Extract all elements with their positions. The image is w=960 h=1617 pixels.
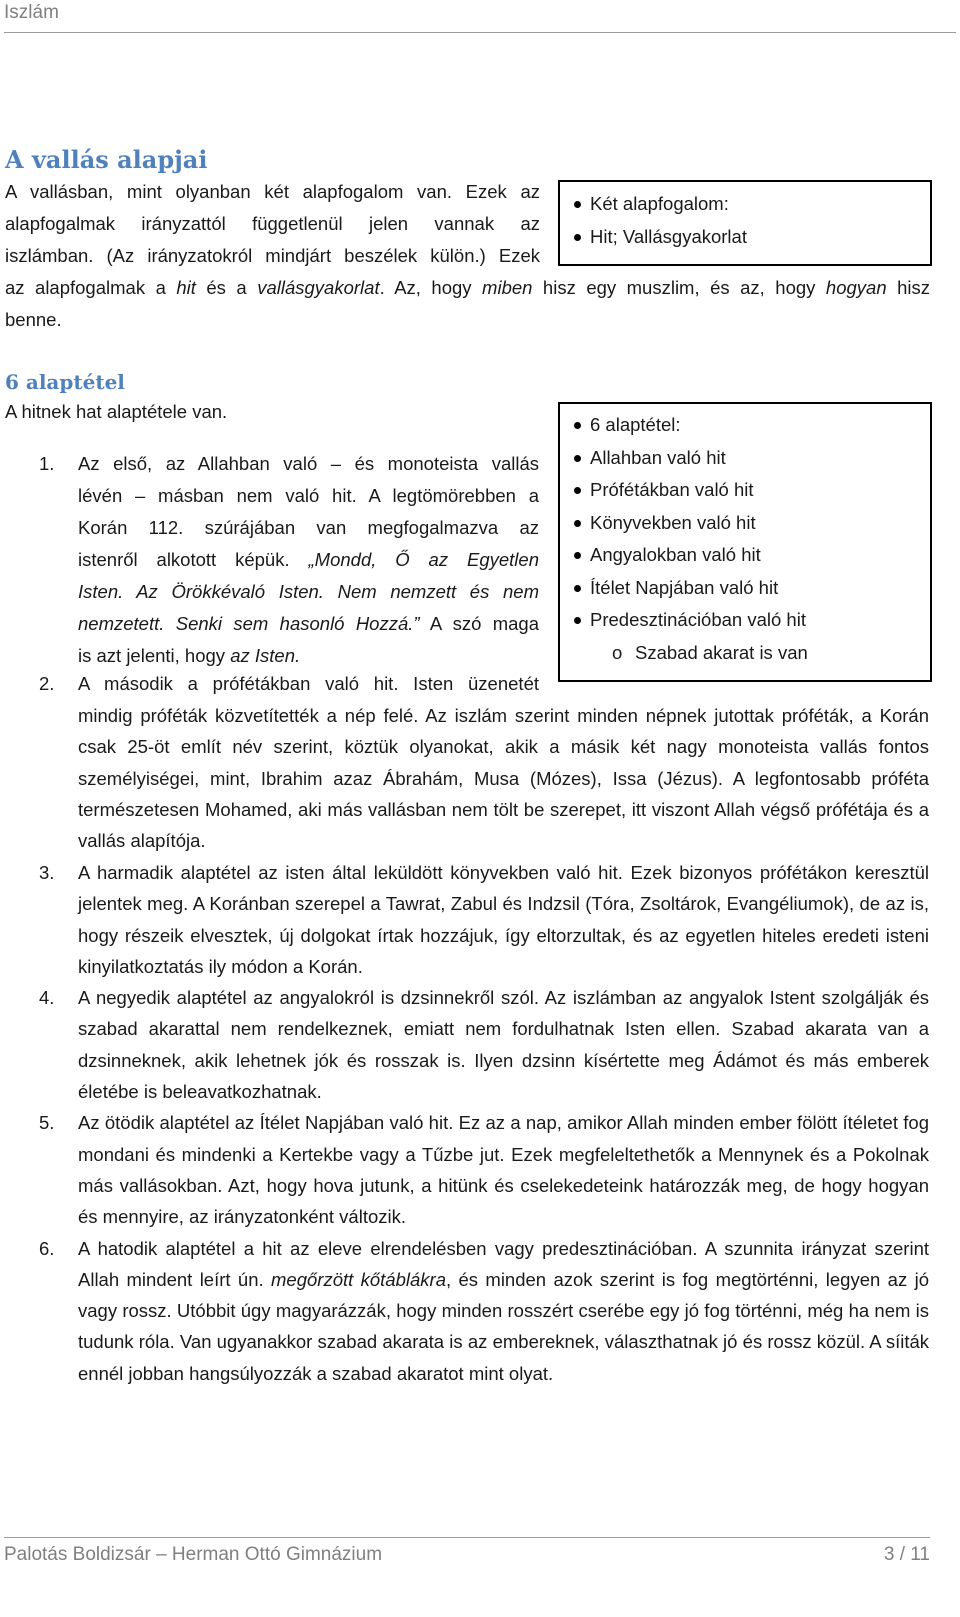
text-run: istenről alkotott képük.	[78, 549, 309, 570]
item-line	[78, 544, 539, 576]
box-item	[560, 507, 930, 540]
item-number: 5.	[39, 1112, 55, 1134]
page-header	[4, 0, 956, 33]
alaptetel-item-5	[36, 1107, 929, 1232]
text-run: az alapfogalmak a	[5, 277, 177, 298]
alaptetel-item-1	[36, 448, 539, 672]
section1-paragraph	[5, 176, 540, 272]
item-text: Az ötödik alaptétel az Ítélet Napjában való hit. Ez az a nap, amikor Allah minden ember fölött ítéletet fog mondani és mindenki a Kertekbe vagy a Tűzbe jut. Ezek megfeleltethetők a Mennynek és a Pokolnak más vallásokban. Azt, hogy hova jutunk, a hitünk és cselekedeteink határozzák meg, de hogy hogyan és mennyire, az irányzatonként változik.	[78, 1112, 929, 1228]
summary-box-alaptetelek	[558, 402, 932, 682]
item-number: 2.	[39, 673, 55, 694]
item-line: A második a prófétákban való hit. Isten üzenetét	[78, 673, 539, 694]
paragraph-line: iszlámban. (Az irányzatokról mindjárt beszélek külön.) Ezek	[5, 245, 540, 266]
text-run: . Az, hogy	[379, 277, 483, 298]
bullet-icon	[574, 422, 581, 429]
header-title: Iszlám	[4, 2, 59, 23]
item-line	[78, 608, 539, 640]
box-item-text: Angyalokban való hit	[590, 544, 761, 565]
item-number: 6.	[39, 1237, 55, 1259]
box-item-text: Predesztinációban való hit	[590, 609, 806, 630]
bullet-icon	[574, 201, 581, 208]
box-item-text: Két alapfogalom:	[590, 193, 729, 214]
text-run: és a	[195, 277, 258, 298]
item-line: Az első, az Allahban való – és monoteista vallás	[78, 453, 539, 474]
box-item-text: Allahban való hit	[590, 446, 726, 468]
box-item	[560, 188, 930, 221]
item-line	[78, 576, 539, 608]
alaptetel-list	[36, 857, 929, 1389]
bullet-icon	[574, 617, 581, 624]
box-item	[560, 604, 930, 637]
paragraph-line: benne.	[5, 309, 62, 330]
text-run: hisz egy muszlim, és az, hogy	[532, 277, 826, 298]
box-item	[560, 572, 930, 605]
item-line: lévén – másban nem való hit. A legtömörebben a	[78, 485, 539, 506]
text-run: A szó maga	[419, 613, 539, 634]
item-number: 1.	[39, 453, 55, 474]
text-run-italic: miben	[482, 277, 533, 298]
footer-page-number: 3 / 11	[883, 1544, 930, 1565]
box-item-text: 6 alaptétel:	[590, 414, 681, 435]
bullet-icon	[574, 552, 581, 559]
footer-author: Palotás Boldizsár – Herman Ottó Gimnázium	[4, 1544, 383, 1565]
paragraph-line: A hitnek hat alaptétele van.	[5, 401, 228, 422]
paragraph-line: A vallásban, mint olyanban két alapfogalom van. Ezek az	[5, 181, 540, 202]
box-subitem	[560, 637, 930, 670]
section-title-vallas-alapjai: A vallás alapjai	[5, 145, 208, 174]
section2-intro	[5, 396, 405, 428]
bullet-icon	[574, 455, 581, 462]
alaptetel-item-2-cont	[78, 700, 929, 856]
box-item	[560, 539, 930, 572]
box-item-text: Hit; Vallásgyakorlat	[590, 225, 747, 247]
hollow-bullet-icon: o	[612, 641, 623, 663]
text-run-italic: Isten. Az Örökkévaló Isten. Nem nemzett és nem	[78, 581, 539, 602]
summary-box-alapfogalom	[558, 180, 932, 266]
bullet-icon	[574, 585, 581, 592]
text-run-italic: hit	[176, 277, 196, 298]
text-run: is azt jelenti, hogy	[78, 645, 231, 666]
alaptetel-item-3	[36, 857, 929, 982]
text-run-italic: nemzetett. Senki sem hasonló Hozzá.”	[78, 613, 420, 634]
section-title-6-alaptetel: 6 alaptétel	[5, 370, 125, 394]
page-footer	[4, 1537, 930, 1578]
box-item-text: Ítélet Napjában való hit	[590, 576, 779, 598]
text-run: , és minden azok szerint is fog megtörténni, legyen az jó vagy rossz. Utóbbit úgy magyarázzák, hogy minden rosszért cserébe egy jó fog történni, még ha nem is tudunk róla. Van ugyanakkor szabad akarata is az embereknek, választhatnak jó és rossz közül. A síiták ennél jobban hangsúlyozzák a szabad akaratot mint olyat.	[78, 1268, 929, 1384]
item-text: A harmadik alaptétel az isten által leküldött könyvekben való hit. Ezek bizonyos prófétákon keresztül jelentek meg. A Koránban szerepel a Tawrat, Zabul és Indzsil (Tóra, Zsoltárok, Evangéliumok), de az is, hogy részeik elvesztek, új dolgokat írtak hozzájuk, így eltorzultak, és az egyetlen hiteles eredeti isteni kinyilatkoztatás ily módon a Korán.	[78, 862, 929, 977]
bullet-icon	[574, 234, 581, 241]
box-item-text: Könyvekben való hit	[590, 511, 756, 533]
text-run-italic: hogyan	[825, 277, 887, 298]
box-item	[560, 409, 930, 442]
text-run-italic: az Isten.	[230, 645, 301, 666]
section1-paragraph-cont	[5, 272, 930, 336]
text-run: A hatodik alaptétel a hit az eleve elrendelésben vagy predesztinációban. A szunnita irányzat szerint Allah mindent leírt ún.	[78, 1237, 929, 1290]
box-item-text: Szabad akarat is van	[635, 641, 808, 663]
paragraph-line	[5, 272, 930, 304]
bullet-icon	[574, 520, 581, 527]
item-number: 4.	[39, 987, 55, 1009]
alaptetel-item-4	[36, 982, 929, 1107]
text-run-italic: megőrzött kőtáblákra	[271, 1268, 446, 1290]
paragraph-line: alapfogalmak irányzattól függetlenül jelen vannak az	[5, 213, 540, 234]
item-number: 3.	[39, 862, 55, 883]
alaptetel-item-6	[36, 1233, 929, 1389]
text-run-italic: vallásgyakorlat	[257, 277, 380, 298]
alaptetel-item-2	[36, 668, 539, 700]
text-run: hisz	[886, 277, 931, 298]
box-item-text: Prófétákban való hit	[590, 479, 754, 500]
box-item	[560, 221, 930, 254]
item-text: A negyedik alaptétel az angyalokról is dzsinnekről szól. Az iszlámban az angyalok Istent szolgálják és szabad akarattal nem rendelkeznek, emiatt nem fordulhatnak Isten ellen. Szabad akarata van a dzsinneknek, akik lehetnek jók és rosszak is. Ilyen dzsinn kísértette meg Ádámot és más emberek életébe is beleavatkozhatnak.	[78, 987, 929, 1103]
item-line: Korán 112. szúrájában van megfogalmazva az	[78, 517, 539, 538]
box-item	[560, 442, 930, 475]
box-item	[560, 474, 930, 507]
text-run-italic: „Mondd, Ő az Egyetlen	[308, 549, 539, 570]
item-text: mindig próféták közvetítették a nép felé. Az iszlám szerint minden népnek jutottak próféták, a Korán csak 25-öt említ név szerint, köztük olyanokat, akik a másik két nagy monoteista vallás fontos személyiségei, mint, Ibrahim azaz Ábrahám, Musa (Mózes), Issa (Jézus). A legfontosabb próféta természetesen Mohamed, aki más vallásban nem tölt be szerepet, itt viszont Allah végső prófétája és a vallás alapítója.	[78, 705, 929, 852]
bullet-icon	[574, 487, 581, 494]
